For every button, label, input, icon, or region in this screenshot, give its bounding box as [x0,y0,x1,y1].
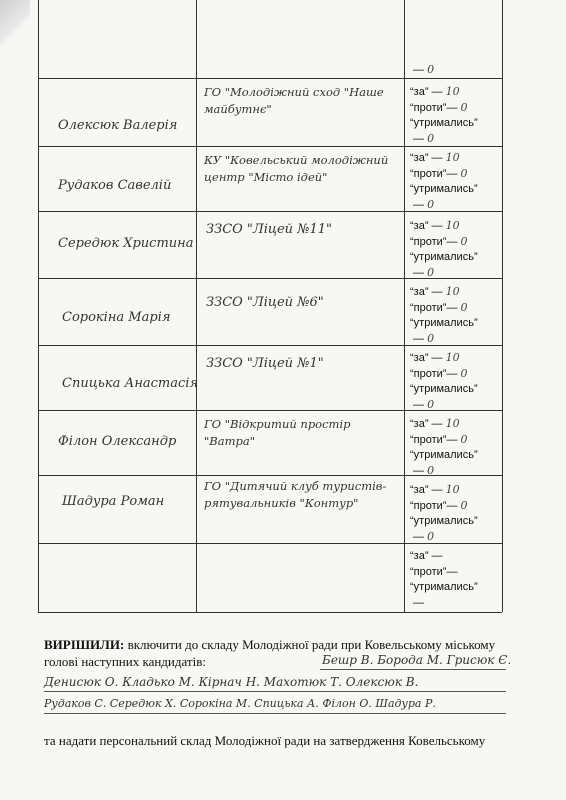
for-count: 10 [445,151,460,164]
candidate-name: Філон Олександр [58,434,177,449]
against-label: “проти”— [410,368,458,380]
abstain-count: 0 [427,132,435,145]
abstain-count: 0 [427,464,435,477]
abstain-count: 0 [427,530,435,543]
abstain-label: “утримались” [410,251,478,263]
candidate-name: Сорокіна Марія [62,310,171,325]
vote-block: “за” — 10 “проти”— 0 “утримались” — 0 [410,150,500,213]
folded-corner [0,0,30,60]
underline [44,713,506,714]
for-label: “за” — [410,220,443,232]
abstain-label: “утримались” [410,515,478,527]
candidate-organization: ГО "Дитячий клуб туристів-рятувальників "Контур" [204,479,387,510]
vote-block: — 0 [410,63,435,76]
against-count: 0 [460,101,468,114]
table-line [196,0,197,612]
against-count: 0 [460,367,468,380]
closing-text: та надати персональний склад Молодіжної ради на затвердження Ковельському [44,733,486,748]
against-label: “проти”— [410,302,458,314]
against-label: “проти”— [410,434,458,446]
for-label: “за” — [410,418,443,430]
abstain-count: 0 [427,63,435,76]
for-label: “за” — [410,86,443,98]
abstain-label: “утримались” [410,183,478,195]
underline [44,691,506,692]
for-label: “за” — [410,352,443,364]
against-label: “проти”— [410,500,458,512]
against-count: 0 [460,235,468,248]
for-label: “за” — [410,550,443,562]
abstain-label: “утримались” [410,317,478,329]
abstain-label: “утримались” [410,581,478,593]
underline [320,669,506,670]
candidate-name: Шадура Роман [62,494,165,509]
candidate-name: Рудаков Савелій [58,178,172,193]
against-count: 0 [460,499,468,512]
handwritten-candidates-line: Денисюк О. Кладько М. Кірнач Н. Махотюк Т. Олексюк В. [44,675,419,689]
against-label: “проти”— [410,102,458,114]
against-count: 0 [460,433,468,446]
abstain-label: “утримались” [410,449,478,461]
for-count: 10 [445,285,460,298]
candidate-organization: ЗЗСО "Ліцей №1" [206,356,324,371]
abstain-count: 0 [427,332,435,345]
candidate-name: Олексюк Валерія [58,118,178,133]
for-count: 10 [445,85,460,98]
abstain-count: 0 [427,398,435,411]
decision-text: включити до складу Молодіжної ради при Ковельському міському голові наступних кандидатів: [44,637,496,669]
candidate-name: Середюк Христина [58,236,194,251]
for-label: “за” — [410,152,443,164]
vote-block: “за” — 10 “проти”— 0 “утримались” — 0 [410,482,500,545]
abstain-count: 0 [427,266,435,279]
abstain-label: “утримались” [410,383,478,395]
table-line [502,0,503,612]
candidate-organization: ЗЗСО "Ліцей №6" [206,295,324,310]
vote-block: “за” — 10 “проти”— 0 “утримались” — 0 [410,218,500,281]
for-count: 10 [445,219,460,232]
vote-block: “за” — 10 “проти”— 0 “утримались” — 0 [410,416,500,479]
table-line [404,0,405,612]
for-label: “за” — [410,286,443,298]
handwritten-candidates-line: Рудаков С. Середюк Х. Сорокіна М. Спицька А. Філон О. Шадура Р. [44,697,436,710]
against-label: “проти”— [410,566,458,578]
candidate-name: Спицька Анастасія [62,376,199,391]
candidate-organization: ГО "Відкритий простір "Ватра" [204,417,351,448]
against-label: “проти”— [410,168,458,180]
handwritten-candidates-line: Бешр В. Борода М. Грисюк Є. [322,653,512,667]
table-line [38,78,502,79]
decision-lead: ВИРІШИЛИ: [44,637,125,652]
against-count: 0 [460,301,468,314]
candidate-organization: КУ "Ковельський молодіжний центр "Місто ідей" [204,153,389,184]
for-label: “за” — [410,484,443,496]
against-label: “проти”— [410,236,458,248]
table-line [38,0,39,612]
abstain-count: 0 [427,198,435,211]
vote-block: “за” — 10 “проти”— 0 “утримались” — 0 [410,350,500,413]
abstain-label: “утримались” [410,117,478,129]
for-count: 10 [445,417,460,430]
table-line [38,612,502,613]
candidate-organization: ГО "Молодіжний сход "Наше майбутнє" [204,85,384,116]
for-count: 10 [445,351,460,364]
vote-block: “за” — 10 “проти”— 0 “утримались” — 0 [410,284,500,347]
against-count: 0 [460,167,468,180]
candidate-organization: ЗЗСО "Ліцей №11" [206,222,333,237]
vote-block: “за” — 10 “проти”— 0 “утримались” — 0 [410,84,500,147]
vote-block: “за” — “проти”— “утримались” — [410,548,500,611]
for-count: 10 [445,483,460,496]
